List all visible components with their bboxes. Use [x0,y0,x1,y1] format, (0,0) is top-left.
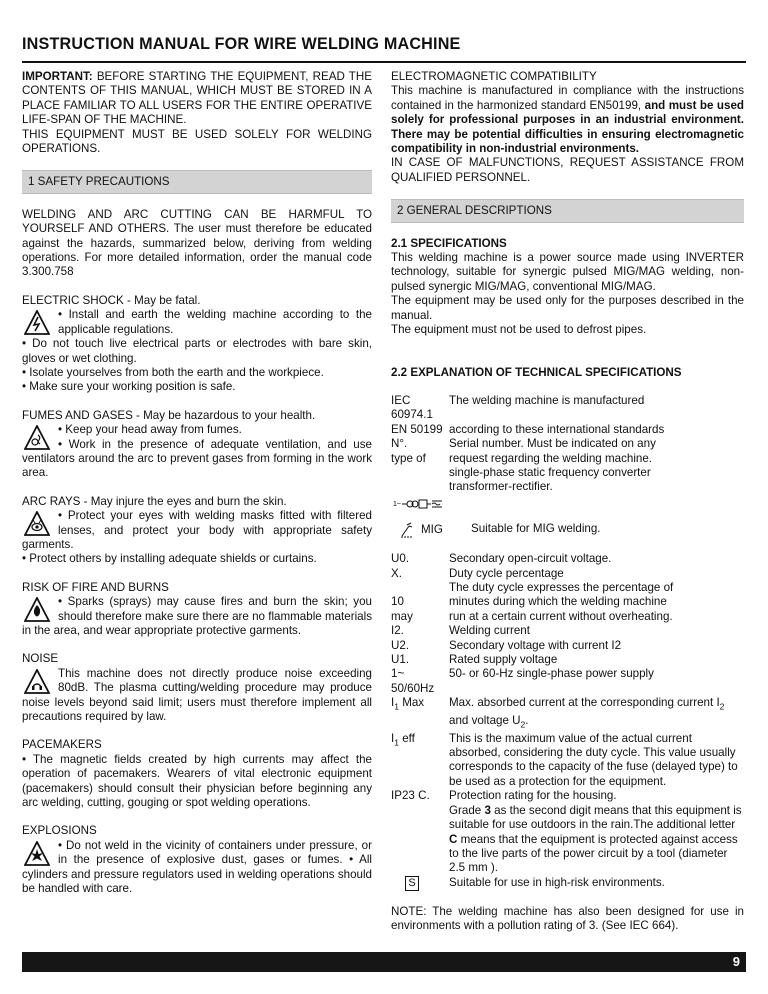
rays-title: ARC RAYS - May injure the eyes and burn the skin. [22,494,287,508]
spec-key: EN 50199 [391,422,443,436]
electric-line-2: • Do not touch live electrical parts or electrodes with bare skin, gloves or wet clothing. [22,337,372,365]
s-badge: S [405,876,419,891]
spec-key: N°. [391,437,408,451]
spec-key: U1. [391,653,410,666]
spec-value: Secondary voltage with current I2 [449,638,622,652]
spec-value: 50- or 60-Hz single-phase power supply [449,667,654,681]
spec-key: IEC 60974.1 [391,393,433,422]
ip-grade-text: Grade [449,803,485,817]
electric-line-4: • Make sure your working position is safe. [22,380,236,394]
footer-bar [22,952,746,972]
specifications-text-3: The equipment must not be used to defrost pipes. [391,323,647,337]
i1max-key: $I_1$ Max [391,696,425,712]
spec-row [391,552,744,566]
spec-key [391,466,449,480]
spec-row [391,466,744,480]
ip-grade-text-2: as the second digit means that this equipment is suitable for use outdoors in the rain.The additional letter [449,803,742,832]
spec-value: The welding machine is manufactured [449,393,645,407]
noise-line-1: This machine does not directly produce noise exceeding 80dB. The plasma cutting/welding procedure may produce noise levels beyond said limit; users must therefore implement all precautions required by law. [22,666,372,724]
spec-row [391,581,744,595]
explosions-line-1: • Do not weld in the vicinity of containers under pressure, or in the presence of explosive dust, gases or fumes. • All cylinders and pressure regulators used in welding operations should be handled with care. [22,838,372,896]
spec-value: run at a certain current without overheating. [449,609,673,623]
spec-value: single-phase static frequency converter [449,465,651,479]
fire-warning-icon [24,597,50,623]
arc-rays-warning-icon [24,511,50,537]
spec-key: U2. [391,638,410,652]
spec-value: transformer-rectifier. [449,480,553,494]
spec-row [391,394,744,423]
i1max-value: Max. absorbed current at the corresponding current $I_2$ and voltage $U_2$. [449,696,725,730]
explanation-title: 2.2 EXPLANATION OF TECHNICAL SPECIFICATIONS [391,365,682,379]
explosions-block [22,839,372,897]
electric-line-1: • Install and earth the welding machine according to the applicable regulations. [58,308,372,336]
mig-torch-icon [399,522,415,538]
emc-text-bold: and must be used solely for professional purposes in an industrial environment. There may be potential difficulties in ensuring electromagnetic compatibility in non-industrial environments. [391,98,744,156]
svg-text:1~: 1~ [393,500,401,508]
rays-block [22,509,372,552]
ip-row [391,789,744,875]
pacemakers-title: PACEMAKERS [22,738,102,752]
spec-row [391,423,744,437]
fire-block [22,595,372,638]
i1eff-row [391,732,744,790]
s-value: Suitable for use in high-risk environments. [449,875,665,889]
spec-row [391,653,744,667]
spec-key [391,581,449,595]
important-label: IMPORTANT: [22,70,93,83]
spec-key: may [391,609,413,623]
fumes-warning-icon [24,425,50,451]
spec-row [391,595,744,609]
fumes-line-1: • Keep your head away from fumes. [58,423,242,437]
converter-symbol-icon [393,497,447,511]
s-key [391,876,449,891]
section-heading-general: 2 GENERAL DESCRIPTIONS [391,199,744,222]
spec-row [391,437,744,451]
right-column [391,70,744,934]
spec-value: according to these international standards [449,422,665,436]
ip-grade-digit: 3 [484,803,491,817]
emc-text-2: IN CASE OF MALFUNCTIONS, REQUEST ASSISTANCE FROM QUALIFIED PERSONNEL. [391,156,744,184]
spec-rows-2 [391,552,744,696]
ip-value [449,789,744,875]
emc-text-normal: This machine is manufactured in compliance with the instructions contained in the harmonized standard EN50199, [391,84,744,112]
spec-key: X. [391,566,402,580]
s-row [391,876,744,891]
spec-key [391,480,449,494]
page-title: INSTRUCTION MANUAL FOR WIRE WELDING MACHINE [22,34,461,53]
mig-value: Suitable for MIG welding. [471,522,601,536]
emc-text [391,84,744,156]
spec-key: 1~ 50/60Hz [391,667,435,695]
i1max-text: Max. absorbed current at the corresponding current I [449,696,720,710]
i1max-row [391,696,744,731]
left-column [22,70,372,897]
mig-label: MIG [421,522,443,536]
spec-row [391,452,744,466]
spec-row [391,610,744,624]
fumes-title: FUMES AND GASES - May be hazardous to your health. [22,408,316,422]
spec-key: type of [391,451,426,465]
spec-value: minutes during which the welding machine [449,595,667,609]
spec-key: I2. [391,624,404,638]
specifications-title: 2.1 SPECIFICATIONS [391,236,507,250]
title-divider [22,61,746,63]
ip-key: IP23 C. [391,789,430,803]
explosions-title: EXPLOSIONS [22,824,97,838]
converter-symbol [393,497,744,515]
i1eff-value: This is the maximum value of the actual current absorbed, considering the duty cycle. This value usually corresponds to the capacity of the fuse (delayed type) to be used as a protection for the equipment. [449,731,738,788]
ip-value-1: Protection rating for the housing. [449,789,617,803]
ip-letter: C [449,832,458,846]
spec-value: Serial number. Must be indicated on any [449,437,656,451]
page-number: 9 [732,954,740,969]
spec-value: Secondary open-circuit voltage. [449,552,612,566]
ip-value-2 [449,804,744,876]
spec-row [391,567,744,581]
specifications-text: This welding machine is a power source made using INVERTER technology, suitable for synergic pulsed MIG/MAG welding, non-pulsed synergic MIG/MAG, conventional MIG/MAG. [391,251,744,293]
rays-line-2: • Protect others by installing adequate shields or curtains. [22,552,317,566]
spec-row [391,667,744,696]
electric-line-3: • Isolate yourselves from both the earth and the workpiece. [22,365,324,379]
fire-line-1: • Sparks (sprays) may cause fires and burn the skin; you should therefore make sure there are no flammable materials in the area, and wear appropriate protective garments. [22,595,372,637]
rays-line-1: • Protect your eyes with welding masks fitted with filtered lenses, and protect your body with appropriate safety garments. [22,509,372,551]
safety-intro: WELDING AND ARC CUTTING CAN BE HARMFUL TO YOURSELF AND OTHERS. The user must therefore be educated against the hazards, summarized below, deriving from welding operations. For more detailed information, order the manual code 3.300.758 [22,207,372,279]
spec-value: The duty cycle expresses the percentage of [449,580,674,594]
ip-grade-text-3: means that the equipment is protected against access to the live parts of the power circuit by a tool (diameter 2.5 mm ). [449,832,738,875]
spec-key: U0. [391,552,410,566]
important-text: BEFORE STARTING THE EQUIPMENT, READ THE CONTENTS OF THIS MANUAL, WHICH MUST BE STORED IN A PLACE FAMILIAR TO ALL USERS FOR THE ENTIRE OPERATIVE LIFE-SPAN OF THE MACHINE. [22,70,372,127]
fumes-block [22,423,372,481]
spec-row [391,624,744,638]
noise-block [22,667,372,725]
noise-warning-icon [24,669,50,695]
explosion-warning-icon [24,841,50,867]
electric-shock-warning-icon [24,310,50,336]
spec-value: Rated supply voltage [449,653,558,666]
electric-block [22,308,372,366]
spec-value: request regarding the welding machine. [449,451,653,465]
spec-row [391,480,744,494]
i1eff-key: $I_1$ eff [391,731,415,747]
spec-value: Welding current [449,624,530,638]
pollution-note: NOTE: The welding machine has also been designed for use in environments with a pollution rating of 3. (See IEC 664). [391,904,744,933]
specifications-text-2: The equipment may be used only for the purposes described in the manual. [391,294,744,322]
mig-key [399,522,471,538]
mig-row [391,522,744,538]
section-heading-safety: 1 SAFETY PRECAUTIONS [22,170,372,193]
spec-key: 10 [391,595,404,609]
spec-value: Duty cycle percentage [449,566,564,580]
noise-title: NOISE [22,652,59,666]
spec-rows-1 [391,394,744,495]
fire-title: RISK OF FIRE AND BURNS [22,580,169,594]
spec-row [391,639,744,653]
pacemakers-line-1: • The magnetic fields created by high currents may affect the operation of pacemakers. Wearers of vital electronic equipment (pacemakers) should consult their physician before beginning any arc welding, cutting, gouging or spot welding operations. [22,752,372,810]
important-notice [22,70,372,128]
emc-title: ELECTROMAGNETIC COMPATIBILITY [391,70,597,83]
important-text-2: THIS EQUIPMENT MUST BE USED SOLELY FOR WELDING OPERATIONS. [22,127,372,156]
electric-title: ELECTRIC SHOCK - May be fatal. [22,293,201,307]
fumes-line-2: • Work in the presence of adequate ventilation, and use ventilators around the arc to prevent gases from forming in the work area. [22,437,372,480]
